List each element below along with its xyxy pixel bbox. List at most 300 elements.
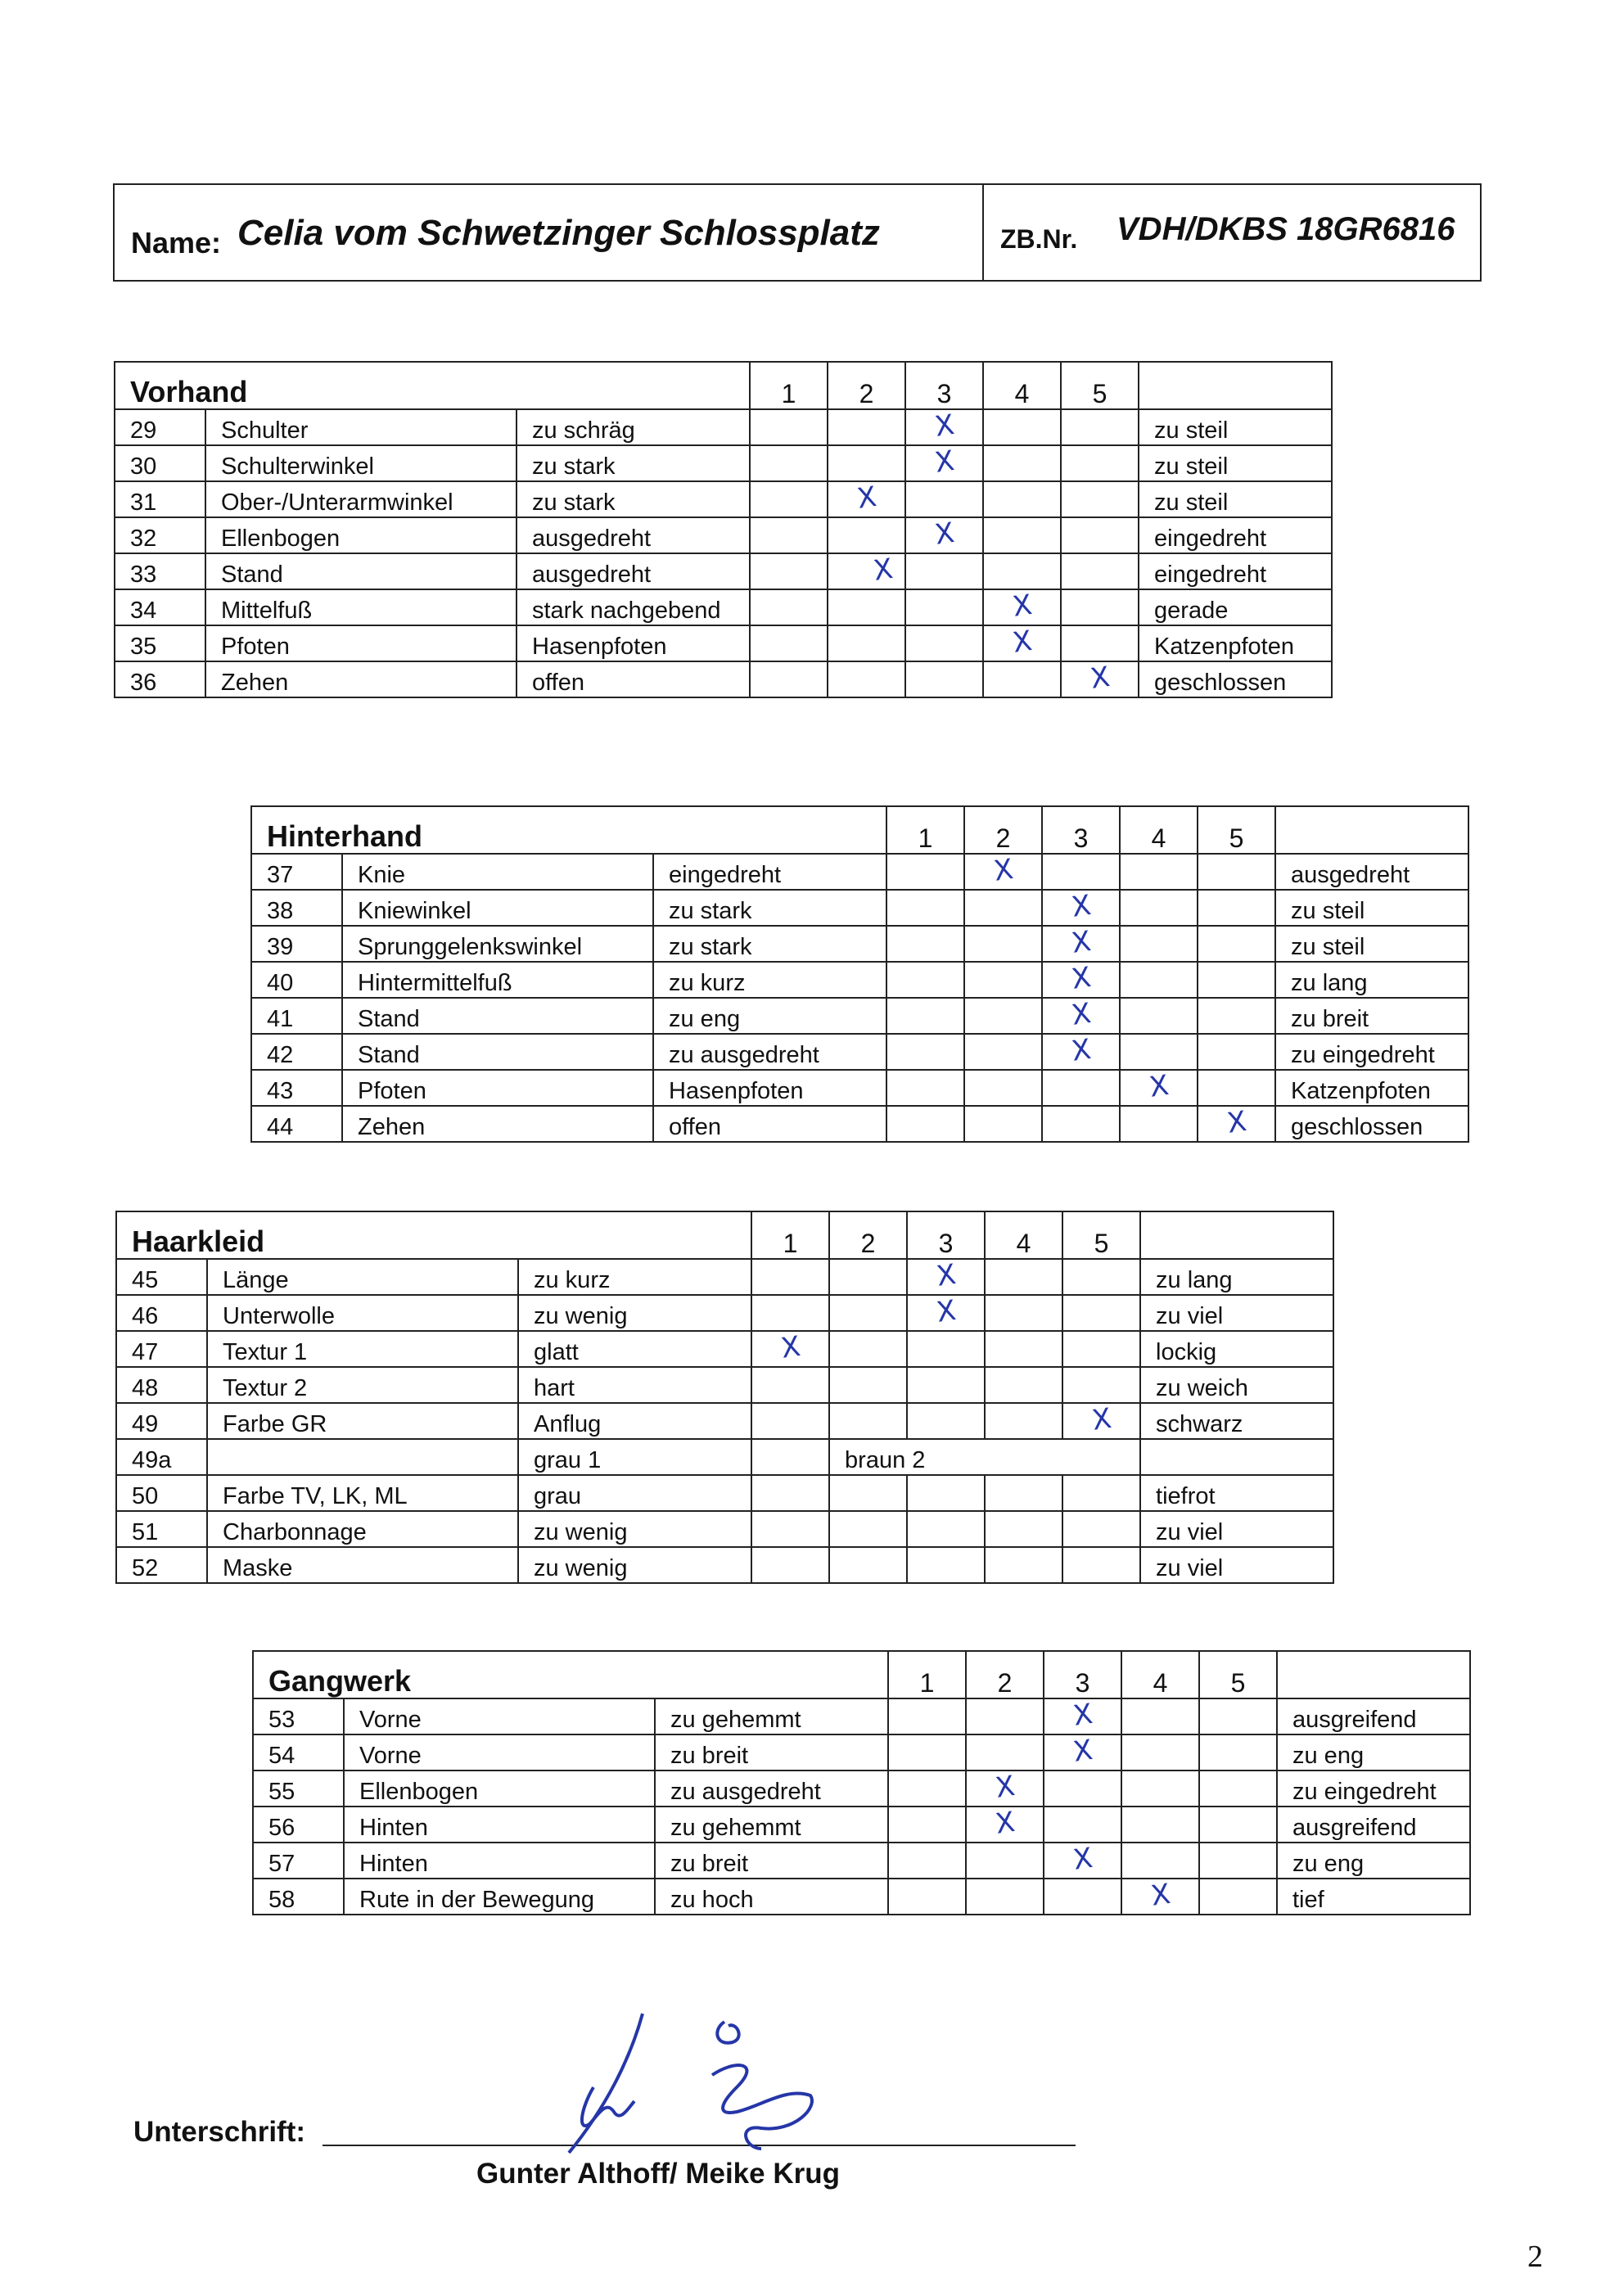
right-descriptor: zu weich: [1140, 1367, 1333, 1403]
left-descriptor: zu breit: [655, 1734, 888, 1770]
score-cell-2[interactable]: [966, 1843, 1044, 1879]
score-cell-5[interactable]: [1061, 589, 1139, 625]
score-cell-4[interactable]: [983, 481, 1061, 517]
table-row: [251, 1034, 1468, 1070]
left-descriptor: stark nachgebend: [517, 589, 750, 625]
score-cell-2[interactable]: [829, 1511, 907, 1547]
score-cell-2[interactable]: [966, 1879, 1044, 1915]
score-cell-1[interactable]: [751, 1475, 829, 1511]
score-cell-1[interactable]: [888, 1734, 966, 1770]
score-cell-4[interactable]: [1120, 998, 1198, 1034]
score-cell-5[interactable]: [1062, 1259, 1140, 1295]
score-cell-5[interactable]: [1062, 1295, 1140, 1331]
score-column-header: 1: [750, 362, 828, 409]
row-number: 48: [116, 1367, 207, 1403]
trait-name: Unterwolle: [207, 1295, 518, 1331]
table-row: [116, 1331, 1333, 1367]
row-number: 44: [251, 1106, 342, 1142]
score-cell-4[interactable]: [1121, 1843, 1199, 1879]
score-cell-3[interactable]: [905, 553, 983, 589]
score-cell-2[interactable]: [964, 1034, 1042, 1070]
handwritten-check-mark: X: [1069, 924, 1093, 960]
row-number: 51: [116, 1511, 207, 1547]
score-column-header: 3: [905, 362, 983, 409]
score-cell-5[interactable]: [1199, 1879, 1277, 1915]
score-cell-4[interactable]: [1120, 962, 1198, 998]
score-cell-2[interactable]: [829, 1331, 907, 1367]
right-descriptor: geschlossen: [1139, 661, 1332, 697]
score-cell-5[interactable]: [1198, 890, 1275, 926]
signature-label: Unterschrift:: [133, 2116, 306, 2148]
trait-name: Vorne: [344, 1698, 655, 1734]
table-row: [253, 1770, 1470, 1807]
score-cell-1[interactable]: [886, 1070, 964, 1106]
score-cell-4[interactable]: [983, 445, 1061, 481]
score-cell-1[interactable]: [751, 1295, 829, 1331]
score-cell-4[interactable]: [983, 625, 1061, 661]
score-cell-5[interactable]: [1061, 553, 1139, 589]
score-cell-3[interactable]: [905, 409, 983, 445]
table-row: [251, 890, 1468, 926]
score-cell-1[interactable]: [886, 926, 964, 962]
table-row: [253, 1879, 1470, 1915]
right-descriptor: geschlossen: [1275, 1106, 1468, 1142]
trait-name: Vorne: [344, 1734, 655, 1770]
row-number: 49: [116, 1403, 207, 1439]
score-cell-1[interactable]: [751, 1403, 829, 1439]
row-number: 55: [253, 1770, 344, 1807]
score-cell-1[interactable]: [888, 1698, 966, 1734]
score-cell-5[interactable]: [1199, 1807, 1277, 1843]
trait-name: Maske: [207, 1547, 518, 1583]
alternate-value: braun 2: [829, 1439, 1140, 1475]
score-cell-5[interactable]: [1062, 1331, 1140, 1367]
score-cell-1[interactable]: [750, 517, 828, 553]
row-number: 49a: [116, 1439, 207, 1475]
score-cell-1[interactable]: [886, 962, 964, 998]
score-cell-2[interactable]: [966, 1734, 1044, 1770]
score-column-header: 4: [983, 362, 1061, 409]
score-cell-3[interactable]: [905, 625, 983, 661]
score-cell-5[interactable]: [1062, 1511, 1140, 1547]
score-cell-3[interactable]: [1042, 1070, 1120, 1106]
handwritten-signature: [491, 2010, 835, 2165]
score-cell-3[interactable]: [907, 1511, 985, 1547]
trait-name: Stand: [342, 998, 653, 1034]
score-cell-1[interactable]: [750, 445, 828, 481]
score-column-header: 5: [1198, 806, 1275, 854]
left-descriptor: zu stark: [653, 926, 886, 962]
score-cell-3[interactable]: [907, 1331, 985, 1367]
score-cell-2[interactable]: [828, 661, 905, 697]
score-cell-4[interactable]: [985, 1475, 1062, 1511]
row-number: 53: [253, 1698, 344, 1734]
table-row: [115, 553, 1332, 589]
score-cell-2[interactable]: [828, 409, 905, 445]
left-descriptor: zu hoch: [655, 1879, 888, 1915]
score-column-header: 1: [751, 1211, 829, 1259]
left-descriptor: zu stark: [653, 890, 886, 926]
handwritten-check-mark: X: [1088, 660, 1112, 696]
row-number: 32: [115, 517, 205, 553]
score-column-header: 2: [964, 806, 1042, 854]
trait-name: Stand: [342, 1034, 653, 1070]
score-cell-5[interactable]: [1199, 1843, 1277, 1879]
score-cell-1[interactable]: [886, 1034, 964, 1070]
left-descriptor: zu stark: [517, 481, 750, 517]
score-column-header: 5: [1061, 362, 1139, 409]
score-column-header: 3: [1044, 1651, 1121, 1698]
row-number: 40: [251, 962, 342, 998]
left-descriptor: grau 1: [518, 1439, 751, 1475]
row-number: 37: [251, 854, 342, 890]
score-cell-1[interactable]: [750, 661, 828, 697]
score-cell-3[interactable]: [1042, 1106, 1120, 1142]
score-cell-4[interactable]: [1121, 1770, 1199, 1807]
score-cell-5[interactable]: [1198, 926, 1275, 962]
score-column-header: 1: [886, 806, 964, 854]
score-cell-5[interactable]: [1062, 1475, 1140, 1511]
score-cell-2[interactable]: [828, 589, 905, 625]
row-number: 31: [115, 481, 205, 517]
trait-name: Sprunggelenkswinkel: [342, 926, 653, 962]
score-cell-5[interactable]: [1198, 962, 1275, 998]
section-table-vorhand: [114, 361, 1333, 698]
score-cell-1[interactable]: [751, 1259, 829, 1295]
score-cell: [751, 1439, 829, 1475]
score-cell-4[interactable]: [983, 589, 1061, 625]
score-cell-5[interactable]: [1061, 409, 1139, 445]
table-row: [251, 1070, 1468, 1106]
score-cell-3[interactable]: [907, 1403, 985, 1439]
trait-name: Hinten: [344, 1807, 655, 1843]
right-descriptor: zu viel: [1140, 1511, 1333, 1547]
header-blank-cell: [1139, 362, 1332, 409]
row-number: 50: [116, 1475, 207, 1511]
score-cell-1[interactable]: [750, 625, 828, 661]
trait-name: Kniewinkel: [342, 890, 653, 926]
score-cell-3[interactable]: [907, 1547, 985, 1583]
score-cell-2[interactable]: [829, 1475, 907, 1511]
score-cell-2[interactable]: [828, 625, 905, 661]
score-cell-2[interactable]: [964, 854, 1042, 890]
score-cell-3[interactable]: [1044, 1698, 1121, 1734]
trait-name: Hinten: [344, 1843, 655, 1879]
section-title: Vorhand: [115, 362, 750, 409]
handwritten-check-mark: X: [778, 1329, 802, 1365]
score-cell-3[interactable]: [905, 589, 983, 625]
row-number: 33: [115, 553, 205, 589]
right-descriptor: Katzenpfoten: [1275, 1070, 1468, 1106]
right-descriptor: zu steil: [1139, 481, 1332, 517]
handwritten-check-mark: X: [934, 1257, 958, 1293]
header-divider: [982, 185, 984, 280]
score-cell-5[interactable]: [1198, 1034, 1275, 1070]
score-cell-3[interactable]: [905, 445, 983, 481]
score-cell-2[interactable]: [966, 1698, 1044, 1734]
score-cell-3[interactable]: [907, 1367, 985, 1403]
left-descriptor: offen: [653, 1106, 886, 1142]
right-descriptor: zu steil: [1139, 445, 1332, 481]
zb-number: VDH/DKBS 18GR6816: [1116, 211, 1455, 247]
score-cell-5[interactable]: [1061, 481, 1139, 517]
left-descriptor: zu ausgedreht: [655, 1770, 888, 1807]
score-cell-4[interactable]: [985, 1367, 1062, 1403]
trait-name: [207, 1439, 518, 1475]
table-row: [116, 1439, 1333, 1475]
score-cell-1[interactable]: [751, 1367, 829, 1403]
handwritten-check-mark: X: [871, 552, 895, 588]
right-descriptor: Katzenpfoten: [1139, 625, 1332, 661]
score-cell-5[interactable]: [1061, 517, 1139, 553]
left-descriptor: zu schräg: [517, 409, 750, 445]
left-descriptor: zu gehemmt: [655, 1807, 888, 1843]
handwritten-check-mark: X: [855, 480, 878, 516]
score-cell-2[interactable]: [964, 926, 1042, 962]
score-cell-3[interactable]: [907, 1295, 985, 1331]
left-descriptor: offen: [517, 661, 750, 697]
right-descriptor: zu steil: [1275, 890, 1468, 926]
score-cell-3[interactable]: [1042, 854, 1120, 890]
trait-name: Ober-/Unterarmwinkel: [205, 481, 517, 517]
score-cell-3[interactable]: [1042, 998, 1120, 1034]
handwritten-check-mark: X: [1069, 1032, 1093, 1068]
score-cell-3[interactable]: [907, 1475, 985, 1511]
trait-name: Ellenbogen: [205, 517, 517, 553]
score-cell-5[interactable]: [1061, 625, 1139, 661]
score-cell-1[interactable]: [751, 1331, 829, 1367]
score-cell-3[interactable]: [1044, 1843, 1121, 1879]
score-cell-1[interactable]: [888, 1807, 966, 1843]
row-number: 47: [116, 1331, 207, 1367]
row-number: 34: [115, 589, 205, 625]
score-cell-5[interactable]: [1198, 998, 1275, 1034]
score-cell-3[interactable]: [1042, 926, 1120, 962]
score-cell-4[interactable]: [985, 1331, 1062, 1367]
score-cell-1[interactable]: [751, 1511, 829, 1547]
score-column-header: 5: [1199, 1651, 1277, 1698]
table-row: [115, 481, 1332, 517]
table-row: [253, 1698, 1470, 1734]
score-cell-1[interactable]: [886, 854, 964, 890]
section-table-hinterhand: [250, 805, 1469, 1143]
score-cell-4[interactable]: [985, 1403, 1062, 1439]
score-cell-2[interactable]: [829, 1403, 907, 1439]
score-column-header: 1: [888, 1651, 966, 1698]
name-label: Name:: [131, 226, 222, 259]
score-cell-5[interactable]: [1199, 1770, 1277, 1807]
score-cell-3[interactable]: [1042, 962, 1120, 998]
zb-label: ZB.Nr.: [1000, 224, 1078, 254]
handwritten-check-mark: X: [1089, 1401, 1113, 1437]
score-cell-4[interactable]: [1120, 1070, 1198, 1106]
score-cell-4[interactable]: [1121, 1734, 1199, 1770]
score-cell-2[interactable]: [964, 998, 1042, 1034]
score-cell-1[interactable]: [750, 589, 828, 625]
score-cell-5[interactable]: [1199, 1734, 1277, 1770]
score-cell-4[interactable]: [1120, 1034, 1198, 1070]
trait-name: Textur 1: [207, 1331, 518, 1367]
score-cell-3[interactable]: [905, 481, 983, 517]
score-cell-2[interactable]: [829, 1547, 907, 1583]
handwritten-check-mark: X: [1071, 1733, 1094, 1769]
score-cell-2[interactable]: [964, 1070, 1042, 1106]
score-cell-1[interactable]: [750, 409, 828, 445]
score-cell-1[interactable]: [886, 998, 964, 1034]
score-cell-1[interactable]: [750, 553, 828, 589]
score-cell-1[interactable]: [886, 1106, 964, 1142]
table-row: [251, 854, 1468, 890]
handwritten-check-mark: X: [932, 516, 956, 552]
header-blank-cell: [1277, 1651, 1470, 1698]
score-cell-4[interactable]: [1120, 1106, 1198, 1142]
score-column-header: 4: [1121, 1651, 1199, 1698]
score-cell-3[interactable]: [1044, 1807, 1121, 1843]
score-cell-2[interactable]: [828, 553, 905, 589]
right-descriptor: zu steil: [1139, 409, 1332, 445]
score-cell-1[interactable]: [886, 890, 964, 926]
score-cell-4[interactable]: [1120, 926, 1198, 962]
score-cell-3[interactable]: [1044, 1879, 1121, 1915]
score-cell-3[interactable]: [905, 517, 983, 553]
row-number: 38: [251, 890, 342, 926]
right-descriptor: zu eingedreht: [1275, 1034, 1468, 1070]
dog-name: Celia vom Schwetzinger Schlossplatz: [237, 213, 880, 253]
score-cell-3[interactable]: [1044, 1770, 1121, 1807]
right-descriptor: schwarz: [1140, 1403, 1333, 1439]
score-cell-3[interactable]: [905, 661, 983, 697]
section-table-haarkleid: [115, 1211, 1334, 1584]
trait-name: Textur 2: [207, 1367, 518, 1403]
score-cell-4[interactable]: [985, 1259, 1062, 1295]
score-cell-4[interactable]: [985, 1547, 1062, 1583]
right-descriptor: zu lang: [1140, 1259, 1333, 1295]
score-cell-4[interactable]: [983, 553, 1061, 589]
table-row: [116, 1259, 1333, 1295]
header-blank-cell: [1140, 1211, 1333, 1259]
score-cell-2[interactable]: [829, 1367, 907, 1403]
row-number: 39: [251, 926, 342, 962]
score-column-header: 4: [985, 1211, 1062, 1259]
score-cell-3[interactable]: [1042, 890, 1120, 926]
score-column-header: 3: [907, 1211, 985, 1259]
score-cell-3[interactable]: [907, 1259, 985, 1295]
score-column-header: 3: [1042, 806, 1120, 854]
score-cell-4[interactable]: [985, 1511, 1062, 1547]
row-number: 46: [116, 1295, 207, 1331]
score-cell-2[interactable]: [828, 445, 905, 481]
score-cell-2[interactable]: [829, 1295, 907, 1331]
row-number: 54: [253, 1734, 344, 1770]
score-cell-5[interactable]: [1198, 1070, 1275, 1106]
handwritten-check-mark: X: [1225, 1104, 1248, 1140]
handwritten-check-mark: X: [1069, 996, 1093, 1032]
score-cell-4[interactable]: [1120, 854, 1198, 890]
row-number: 57: [253, 1843, 344, 1879]
score-cell-4[interactable]: [1121, 1879, 1199, 1915]
table-row: [115, 517, 1332, 553]
right-descriptor: ausgedreht: [1275, 854, 1468, 890]
row-number: 52: [116, 1547, 207, 1583]
table-row: [253, 1843, 1470, 1879]
left-descriptor: zu stark: [517, 445, 750, 481]
score-cell-4[interactable]: [983, 409, 1061, 445]
trait-name: Rute in der Bewegung: [344, 1879, 655, 1915]
score-cell-5[interactable]: [1199, 1698, 1277, 1734]
left-descriptor: eingedreht: [653, 854, 886, 890]
right-descriptor: eingedreht: [1139, 553, 1332, 589]
score-cell-5[interactable]: [1061, 445, 1139, 481]
trait-name: Stand: [205, 553, 517, 589]
score-cell-4[interactable]: [983, 517, 1061, 553]
table-row: [116, 1547, 1333, 1583]
trait-name: Farbe GR: [207, 1403, 518, 1439]
score-cell-2[interactable]: [829, 1259, 907, 1295]
row-number: 41: [251, 998, 342, 1034]
score-cell-2[interactable]: [964, 890, 1042, 926]
score-column-header: 5: [1062, 1211, 1140, 1259]
trait-name: Zehen: [205, 661, 517, 697]
score-cell-4[interactable]: [1121, 1698, 1199, 1734]
score-cell-5[interactable]: [1198, 854, 1275, 890]
score-cell-2[interactable]: [828, 481, 905, 517]
score-cell-4[interactable]: [1120, 890, 1198, 926]
score-cell-1[interactable]: [751, 1547, 829, 1583]
score-cell-3[interactable]: [1044, 1734, 1121, 1770]
row-number: 35: [115, 625, 205, 661]
right-descriptor: zu eng: [1277, 1734, 1470, 1770]
table-row: [116, 1475, 1333, 1511]
score-cell-1[interactable]: [888, 1843, 966, 1879]
score-cell-4[interactable]: [1121, 1807, 1199, 1843]
section-title: Gangwerk: [253, 1651, 888, 1698]
score-cell-2[interactable]: [964, 1106, 1042, 1142]
score-cell-2[interactable]: [964, 962, 1042, 998]
right-descriptor: gerade: [1139, 589, 1332, 625]
table-row: [115, 445, 1332, 481]
score-column-header: 2: [829, 1211, 907, 1259]
score-cell-5[interactable]: [1061, 661, 1139, 697]
right-descriptor: zu viel: [1140, 1547, 1333, 1583]
trait-name: Hintermittelfuß: [342, 962, 653, 998]
score-cell-1[interactable]: [888, 1879, 966, 1915]
score-cell-2[interactable]: [966, 1770, 1044, 1807]
left-descriptor: zu wenig: [518, 1547, 751, 1583]
handwritten-check-mark: X: [934, 1293, 958, 1329]
left-descriptor: zu kurz: [518, 1259, 751, 1295]
left-descriptor: ausgedreht: [517, 517, 750, 553]
score-cell-1[interactable]: [888, 1770, 966, 1807]
score-cell-2[interactable]: [966, 1807, 1044, 1843]
left-descriptor: grau: [518, 1475, 751, 1511]
score-cell-3[interactable]: [1042, 1034, 1120, 1070]
right-descriptor: eingedreht: [1139, 517, 1332, 553]
score-cell-4[interactable]: [983, 661, 1061, 697]
score-cell-2[interactable]: [828, 517, 905, 553]
handwritten-check-mark: X: [1071, 1697, 1094, 1733]
score-cell-5[interactable]: [1062, 1367, 1140, 1403]
signer-names: Gunter Althoff/ Meike Krug: [476, 2158, 840, 2190]
score-cell-1[interactable]: [750, 481, 828, 517]
score-cell-5[interactable]: [1062, 1547, 1140, 1583]
score-cell-5[interactable]: [1198, 1106, 1275, 1142]
score-cell-4[interactable]: [985, 1295, 1062, 1331]
dog-header-box: [113, 183, 1482, 282]
row-number: 29: [115, 409, 205, 445]
handwritten-check-mark: X: [932, 444, 956, 480]
score-cell-5[interactable]: [1062, 1403, 1140, 1439]
handwritten-check-mark: X: [1147, 1068, 1171, 1104]
